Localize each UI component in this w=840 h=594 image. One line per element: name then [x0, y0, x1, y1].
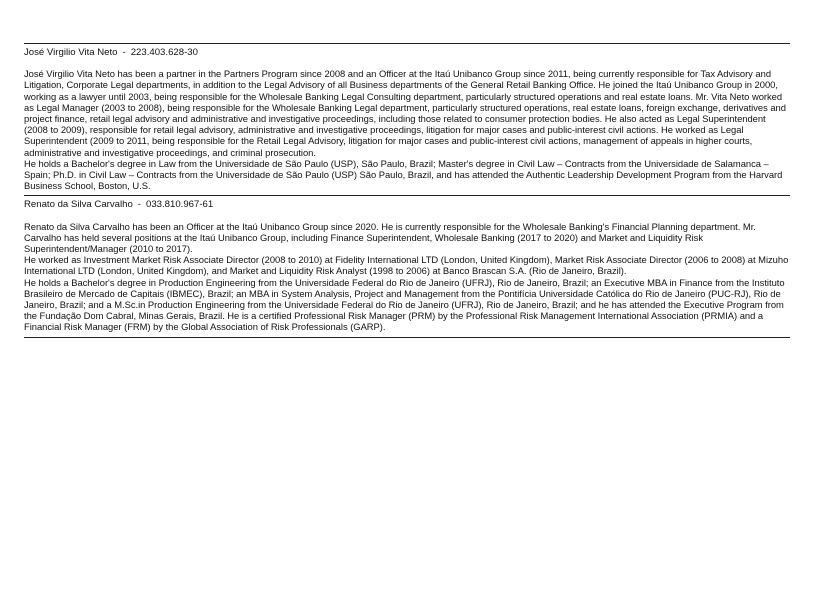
section-divider: [24, 195, 790, 196]
bio-paragraph: José Virgilio Vita Neto has been a partner in the Partners Program since 2008 and an Officer at the Itaú Unibanco Group since 2011, being currently responsible for Tax Advisory and Litigation, Corporate Legal departments, in addition to the Legal Advisory of all Business departments of the General Retail Banking Office. He joined the Itaú Unibanco Group in 2000, working as a lawyer until 2003, being responsible for the Wholesale Banking Legal Consulting department, particularly structured operations and real estate loans. Mr. Vita Neto worked as Legal Manager (2003 to 2008), being responsible for the Wholesale Banking Legal department, particularly structured operations, real estate loans, foreign exchange, derivatives and project finance, retail legal advisory and administrative and investigative proceedings, including those related to consumer protection bodies. He also acted as Legal Superintendent (2008 to 2009), responsible for retail legal advisory, administrative and investigative proceedings, litigation for major cases and public-interest civil actions. He worked as Legal Superintendent (2009 to 2011, being responsible for the Retail Legal Advisory, litigation for major cases and public-interest civil actions, management of appeals in higher courts, administrative and investigative proceedings, and criminal prosecution.: [24, 68, 786, 158]
bio-paragraph: He holds a Bachelor's degree in Production Engineering from the Universidade Federal do Rio de Janeiro (UFRJ), Rio de Janeiro, Brazil; an Executive MBA in Finance from the Instituto Brasileiro de Mercado de Capitais (IBMEC), Brazil; an MBA in System Analysis, Project and Management from the Pontifícia Universidade Católica do Rio de Janeiro (PUC-RJ), Rio de Janeiro, Brazil; and a M.Sc.in Production Engineering from the Universidade Federal do Rio de Janeiro (UFRJ), Rio de Janeiro, Brazil; and he has attended the Executive Program from the Fundação Dom Cabral, Minas Gerais, Brazil. He is a certified Professional Risk Manager (PRM) by the Professional Risk Management International Association (PRMIA) and a Financial Risk Manager (FRM) by the Global Association of Risk Professionals (GARP).: [24, 276, 785, 333]
header-separator: -: [137, 199, 141, 211]
entry-vita-neto: [24, 47, 790, 191]
header-separator: -: [122, 47, 126, 58]
bio-paragraph: Renato da Silva Carvalho has been an Officer at the Itaú Unibanco Group since 2020. He is currently responsible for the Wholesale Banking's Financial Planning department. Mr. Carvalho has held several positions at the Itaú Unibanco Group, including Finance Superintendent, Wholesale Banking (2017 to 2020) and Market and Liquidity Risk Superintendent/Manager (2010 to 2017).: [24, 220, 756, 255]
person-name: Renato da Silva Carvalho: [24, 199, 133, 211]
entry-body: [24, 221, 790, 333]
top-divider: [24, 43, 790, 44]
bottom-divider: [24, 337, 790, 338]
bio-paragraph: He worked as Investment Market Risk Associate Director (2008 to 2010) at Fidelity International LTD (London, United Kingdom), Market Risk Associate Director (2006 to 2008) at Mizuho International LTD (London, United Kingdom), and Market and Liquidity Risk Analyst (1998 to 2006) at Banco Brascan S.A. (Rio de Janeiro, Brazil).: [24, 254, 789, 277]
bio-paragraph: He holds a Bachelor's degree in Law from the Universidade de São Paulo (USP), São Paulo, Brazil; Master's degree in Civil Law – Contracts from the Universidade de Salamanca – Spain; Ph.D. in Civil Law – Contracts from the Universidade de São Paulo (USP) São Paulo, Brazil, and has attended the Authentic Leadership Development Program from the Harvard Business School, Boston, U.S.: [24, 157, 783, 192]
person-name: José Virgilio Vita Neto: [24, 47, 118, 58]
document: [24, 43, 790, 338]
entry-carvalho: [24, 199, 790, 332]
entry-body: [24, 68, 790, 191]
person-id-number: 223.403.628-30: [130, 47, 198, 58]
person-id-number: 033.810.967-61: [146, 199, 214, 211]
entry-header: [24, 199, 790, 210]
entry-header: [24, 47, 790, 58]
